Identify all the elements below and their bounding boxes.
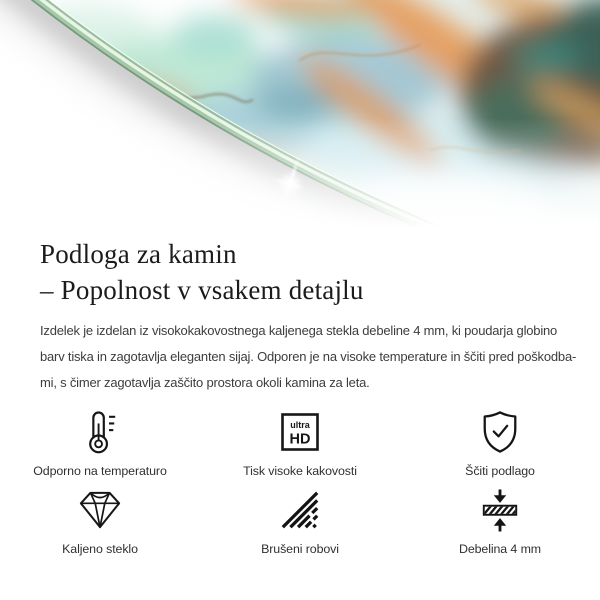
feature-grid: [0, 408, 600, 556]
feature-label: Ščiti podlago: [465, 464, 535, 478]
feature-temperature: [0, 408, 200, 478]
feature-thickness: [400, 486, 600, 556]
description-line: Izdelek je izdelan iz visokokakovostnega kaljenega stekla debeline 4 mm, ki poudarja globino: [40, 323, 558, 338]
feature-label: Brušeni robovi: [261, 542, 339, 556]
thickness-press-icon: [479, 487, 521, 533]
feature-label: Debelina 4 mm: [458, 542, 542, 556]
ultra-text: ultra: [290, 420, 310, 430]
feature-icon-box: [280, 408, 320, 456]
feature-icon-box: [479, 486, 521, 534]
feature-icon-box: [77, 486, 123, 534]
feature-icon-box: [479, 408, 521, 456]
feature-print-quality: [200, 408, 400, 478]
shield-check-icon: [479, 409, 521, 455]
feature-polished-edges: [200, 486, 400, 556]
feature-tempered-glass: [0, 486, 200, 556]
thermometer-icon: [81, 409, 119, 455]
diamond-icon: [77, 489, 123, 531]
hd-text: HD: [289, 431, 311, 448]
feature-label: Kaljeno steklo: [62, 542, 138, 556]
description-line: barv tiska in zagotavlja eleganten sijaj. Odporen je na visoke temperature in ščiti pred poškodba-: [40, 349, 577, 364]
description-line: mi, s čimer zagotavlja zaščito prostora okoli kamina za leta.: [40, 375, 370, 390]
feature-icon-box: [81, 408, 119, 456]
page-title-line1: Podloga za kamin: [40, 239, 237, 269]
glass-panel-photo: [0, 0, 600, 232]
page-title-line2: – Popolnost v vsakem detajlu: [40, 275, 364, 305]
page-title: [40, 236, 560, 308]
feature-label: Odporno na temperaturo: [33, 464, 167, 478]
feature-label: Tisk visoke kakovosti: [243, 464, 357, 478]
product-image: [0, 0, 600, 232]
product-description: [40, 318, 577, 396]
feature-protects-base: [400, 408, 600, 478]
feature-icon-box: [278, 486, 322, 534]
ultra-hd-icon: [280, 412, 320, 452]
hatched-edge-icon: [278, 489, 322, 531]
